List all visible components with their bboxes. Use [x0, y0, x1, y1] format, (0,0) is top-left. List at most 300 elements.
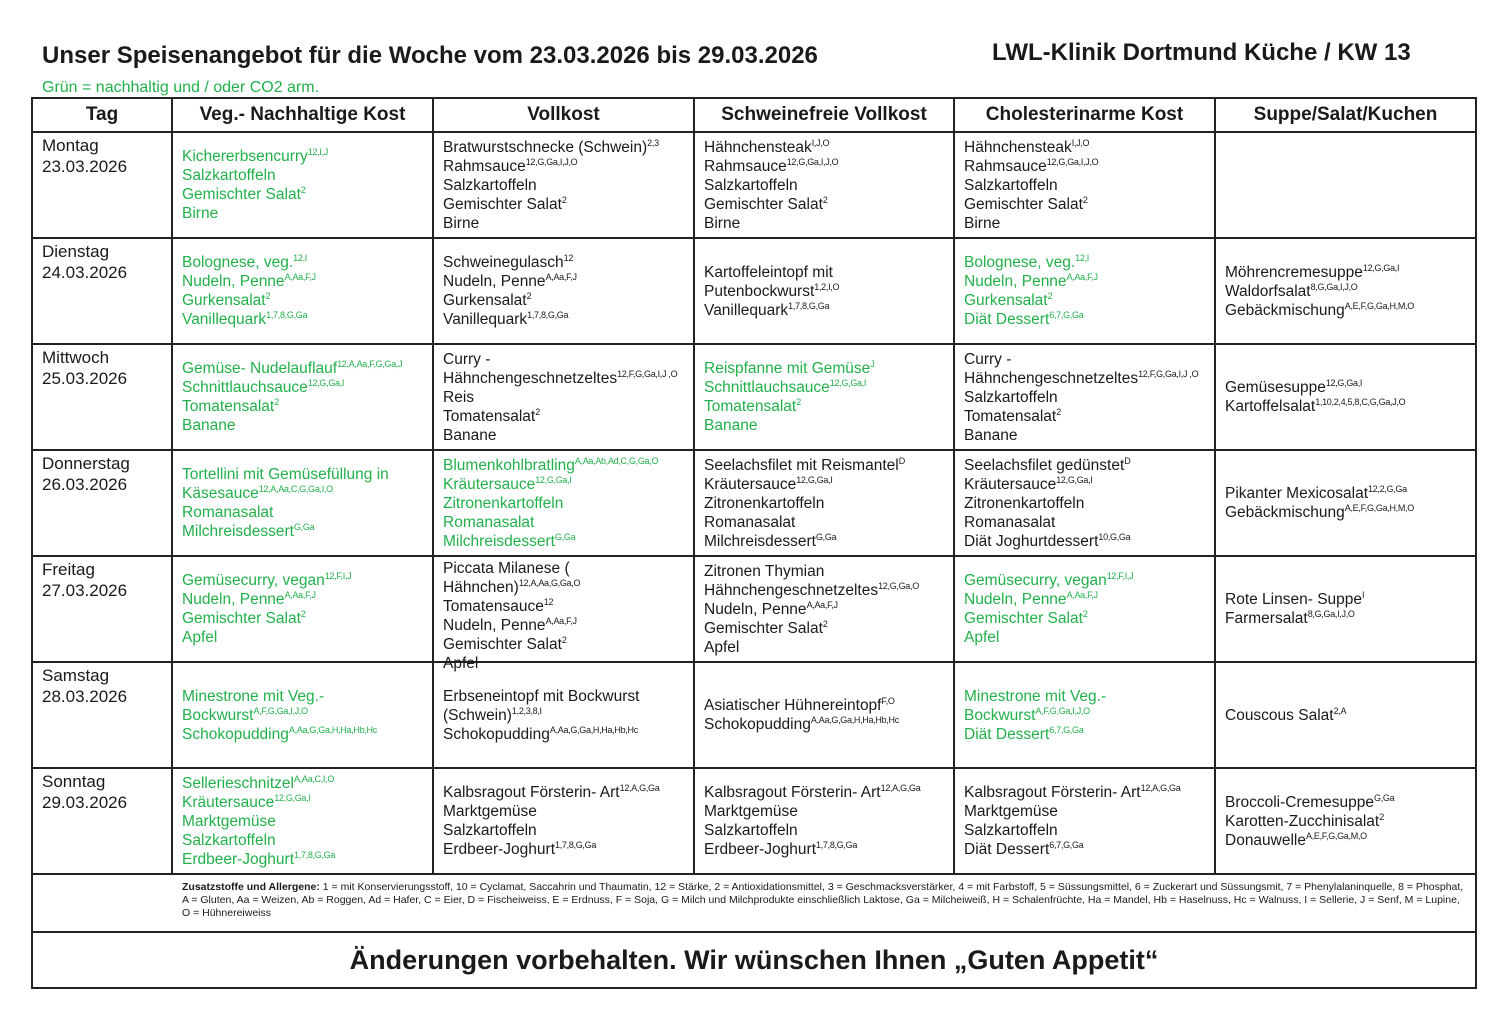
- menu-item-name: Birne: [443, 214, 480, 232]
- menu-item: [964, 195, 1208, 214]
- menu-item-name: Gemischter Salat: [182, 610, 301, 627]
- menu-item: [182, 706, 426, 725]
- allergen-codes: 12,A,G,Ga: [619, 783, 660, 793]
- menu-item: [1225, 484, 1469, 503]
- menu-item-name: Kalbsragout Försterin- Art: [443, 784, 620, 801]
- meal-cell-pork-free: [694, 344, 954, 450]
- menu-item-name: Vanillequark: [182, 311, 267, 328]
- allergen-codes: 8,G,Ga,I,J,O: [1310, 281, 1358, 292]
- menu-item-name: Diät Dessert: [964, 841, 1050, 858]
- menu-item-name: Gemischter Salat: [964, 610, 1083, 627]
- meal-cell-soup-salad-cake: [1215, 450, 1476, 556]
- menu-item: [443, 456, 687, 475]
- menu-item: [443, 783, 687, 802]
- menu-item-name: Schokopudding: [182, 725, 289, 743]
- day-date: 24.03.2026: [42, 263, 128, 282]
- menu-item-name: Erdbeer-Joghurt: [704, 841, 817, 858]
- allergen-codes: 2: [1056, 406, 1061, 417]
- allergen-codes: 12,2,G,Ga: [1368, 484, 1407, 494]
- allergen-codes: 12,A,Aa,G,Ga,O: [518, 578, 581, 588]
- meal-cell-low-cholesterol: [954, 662, 1215, 768]
- menu-item: [964, 725, 1208, 744]
- allergen-codes: 2: [526, 291, 532, 301]
- meal-cell-vegetarian: [172, 238, 433, 344]
- menu-item-name: Salzkartoffeln: [443, 176, 537, 194]
- color-legend: Grün = nachhaltig und / oder CO2 arm.: [42, 79, 320, 96]
- allergen-codes: 2: [274, 397, 279, 407]
- menu-item-name: Karotten-Zucchinisalat: [1225, 812, 1380, 830]
- column-header-pork-free: Schweinefreie Vollkost: [694, 98, 954, 132]
- menu-item: [443, 350, 687, 369]
- menu-item-name: Vanillequark: [704, 301, 789, 319]
- menu-item-name: Nudeln, Penne: [443, 617, 546, 634]
- menu-item-name: Tortellini mit Gemüsefüllung in: [182, 466, 389, 483]
- menu-item-name: Farmersalat: [1225, 610, 1308, 627]
- allergen-codes: 12,F,I,J: [324, 571, 352, 581]
- menu-item-name: Tomatensalat: [964, 407, 1057, 425]
- menu-item: [704, 301, 947, 320]
- menu-item: [1225, 301, 1469, 320]
- allergen-codes: 1,7,8,G,Ga: [788, 300, 830, 311]
- menu-item: [964, 571, 1208, 590]
- meal-cell-pork-free: [694, 132, 954, 238]
- menu-item: [964, 350, 1208, 369]
- menu-item: [1225, 812, 1469, 831]
- allergen-codes: D: [1124, 455, 1131, 466]
- menu-item-name: Marktgemüse: [704, 803, 798, 820]
- meal-cell-full-diet: [433, 662, 694, 768]
- menu-item: [704, 263, 947, 282]
- meal-cell-pork-free: [694, 662, 954, 768]
- menu-item: [443, 426, 687, 445]
- menu-item: [964, 494, 1208, 513]
- allergen-codes: 1,10,2,4,5,8,C,G,Ga,J,O: [1315, 397, 1406, 407]
- menu-item-name: Bolognese, veg.: [182, 254, 294, 271]
- allergen-codes: 12,G,Ga,I: [1056, 474, 1093, 485]
- menu-item: [443, 388, 687, 407]
- menu-item: [704, 783, 947, 802]
- column-header-full-diet: Vollkost: [433, 98, 694, 132]
- menu-item: [443, 176, 687, 195]
- menu-item: [704, 359, 947, 378]
- menu-item-name: Gemischter Salat: [443, 636, 562, 653]
- menu-item: [964, 802, 1208, 821]
- allergen-codes: A,E,F,G,Ga,H,M,O: [1344, 300, 1414, 311]
- allergen-codes: F,O: [881, 696, 895, 706]
- allergen-codes: G,Ga: [815, 531, 837, 542]
- allergen-codes: 12,G,Ga,I: [307, 378, 345, 388]
- menu-item: [964, 272, 1208, 291]
- meal-cell-low-cholesterol: [954, 344, 1215, 450]
- day-row: [32, 132, 1476, 238]
- day-name: Mittwoch: [42, 348, 110, 367]
- day-date: 26.03.2026: [42, 475, 128, 494]
- allergen-codes: 2: [300, 609, 306, 619]
- day-name: Montag: [42, 136, 99, 155]
- menu-item: [182, 310, 426, 329]
- menu-item-name: Gurkensalat: [964, 292, 1048, 309]
- allergen-codes: J: [870, 359, 875, 369]
- menu-item: [704, 397, 947, 416]
- meal-cell-full-diet: [433, 132, 694, 238]
- menu-item-name: Birne: [704, 214, 741, 232]
- allergen-codes: 2: [1082, 609, 1088, 619]
- menu-item: [443, 513, 687, 532]
- footer-message: Änderungen vorbehalten. Wir wünschen Ihnen „Guten Appetit“: [32, 932, 1476, 988]
- menu-item: [964, 407, 1208, 426]
- menu-item-name: Romanasalat: [443, 513, 535, 531]
- allergen-codes: 12,A,Aa,C,G,Ga,I,O: [258, 484, 333, 494]
- menu-item: [443, 253, 687, 272]
- menu-item-name: Birne: [964, 214, 1001, 232]
- menu-item: [704, 802, 947, 821]
- menu-item-name: (Schwein): [443, 706, 512, 724]
- footer-row: [32, 932, 1476, 988]
- allergen-codes: 12: [543, 597, 554, 607]
- allergen-codes: A,E,F,G,Ga,M,O: [1306, 830, 1367, 841]
- menu-item-name: Rote Linsen- Suppe: [1225, 591, 1363, 608]
- menu-item-name: Hähnchensteak: [964, 138, 1072, 156]
- day-cell: [32, 344, 172, 450]
- menu-item: [704, 214, 947, 233]
- menu-item: [704, 494, 947, 513]
- menu-item: [964, 513, 1208, 532]
- allergen-codes: 2: [535, 406, 540, 417]
- allergen-codes: 12,A,G,Ga: [1140, 783, 1181, 793]
- allergen-codes: 12,G,Ga,I,J,O: [525, 156, 578, 167]
- header-row: [32, 98, 1476, 132]
- menu-item: [1225, 263, 1469, 282]
- allergen-codes: 12,G,Ga,O: [878, 580, 919, 591]
- menu-item-name: Seelachsfilet mit Reismantel: [704, 456, 899, 474]
- menu-item: [443, 559, 687, 578]
- day-row: [32, 662, 1476, 768]
- menu-item-name: Bolognese, veg.: [964, 254, 1076, 271]
- allergen-codes: A,Aa,C,I,O: [294, 773, 335, 784]
- allergen-codes: 2: [561, 194, 567, 205]
- allergen-codes: I,J,O: [811, 137, 830, 148]
- allergen-codes: A,Aa,F,J: [806, 599, 838, 610]
- menu-item-name: Reis: [443, 388, 475, 406]
- menu-item-name: Schweinegulasch: [443, 254, 564, 271]
- meal-cell-vegetarian: [172, 344, 433, 450]
- allergen-codes: 1,7,8,G,Ga: [527, 310, 569, 320]
- allergen-codes: G,Ga: [293, 522, 315, 532]
- menu-item: [704, 513, 947, 532]
- menu-item-name: Gurkensalat: [182, 292, 266, 309]
- day-date: 27.03.2026: [42, 581, 128, 600]
- menu-item: [964, 532, 1208, 551]
- day-date: 25.03.2026: [42, 369, 128, 388]
- column-header-soup-salad-cake: Suppe/Salat/Kuchen: [1215, 98, 1476, 132]
- menu-item: [964, 821, 1208, 840]
- meal-cell-pork-free: [694, 556, 954, 662]
- menu-item: [704, 638, 947, 657]
- menu-item: [182, 291, 426, 310]
- meal-cell-soup-salad-cake: [1215, 556, 1476, 662]
- menu-item-name: Hähnchengeschnetzeltes: [443, 369, 618, 387]
- menu-item-name: Gebäckmischung: [1225, 504, 1345, 521]
- menu-item-name: Kräutersauce: [182, 793, 275, 811]
- meal-cell-full-diet: [433, 556, 694, 672]
- meal-cell-soup-salad-cake: [1215, 238, 1476, 344]
- allergen-codes: 6,7,G,Ga: [1049, 310, 1084, 320]
- menu-item: [182, 628, 426, 647]
- menu-item: [1225, 793, 1469, 812]
- meal-cell-full-diet: [433, 344, 694, 450]
- menu-item-name: Kräutersauce: [443, 475, 536, 493]
- allergen-codes: 2: [1047, 291, 1053, 301]
- menu-item-name: Asiatischer Hühnereintopf: [704, 697, 882, 714]
- menu-item: [704, 378, 947, 397]
- menu-item: [704, 821, 947, 840]
- allergen-codes: 12,I,J: [307, 147, 328, 157]
- allergen-codes: 1,7,8,G,Ga: [816, 840, 858, 850]
- menu-item: [182, 147, 426, 166]
- menu-item: [182, 272, 426, 291]
- allergen-codes: A,Aa,G,Ga,H,Ha,Hb,Hc: [288, 724, 377, 735]
- menu-item-name: Nudeln, Penne: [704, 600, 807, 618]
- allergen-codes: 1,2,3,8,I: [511, 705, 542, 716]
- meal-cell-vegetarian: [172, 132, 433, 238]
- menu-item: [182, 725, 426, 744]
- menu-item: [182, 774, 426, 793]
- menu-item-name: Marktgemüse: [964, 803, 1058, 820]
- day-row: [32, 238, 1476, 344]
- menu-item-name: Kartoffelsalat: [1225, 398, 1316, 415]
- menu-item-name: Banane: [964, 426, 1018, 444]
- allergen-text: 1 = mit Konservierungsstoff, 10 = Cyclamat, Saccahrin und Thaumatin, 12 = Stärke, 2 = Antioxidationsmittel, 3 = Geschmacksverstärker, 4 = mit Farbstoff, 5 = Süssungsmittel, 6 = Zuckerart und Süssungsmit, 7 = Phenylalaninquelle, 8 = Phosphat, A = Gluten, Aa = Weizen, Ab = Roggen, Ad = Hafer, C = Eier, D = Fischeiweiss, E = Erdnuss, F = Soja, G = Milch und Milchprodukte einschließlich Laktose, Ga = Milcheiweiß, H = Schalenfrüchte, Ha = Mandel, Hb = Haselnuss, Hc = Walnuss, I = Sellerie, J = Senf, M = Lupine, O = Hühnereiweiss: [182, 881, 1464, 919]
- meal-cell-vegetarian: [172, 662, 433, 768]
- allergen-codes: 2,A: [1333, 705, 1347, 716]
- menu-item: [704, 600, 947, 619]
- menu-item: [182, 484, 426, 503]
- meal-cell-vegetarian: [172, 556, 433, 662]
- menu-item: [704, 840, 947, 859]
- day-name: Freitag: [42, 560, 95, 579]
- allergen-codes: 12,G,Ga,I,J,O: [1046, 156, 1099, 167]
- menu-item-name: Hähnchengeschnetzeltes: [704, 581, 879, 599]
- allergen-codes: 2: [265, 291, 271, 301]
- menu-item-name: Piccata Milanese (: [443, 560, 570, 577]
- menu-item-name: Kalbsragout Försterin- Art: [704, 784, 881, 801]
- allergen-codes: I,J,O: [1071, 137, 1090, 148]
- menu-item-name: Tomatensalat: [704, 398, 797, 415]
- menu-item: [1225, 282, 1469, 301]
- menu-item: [964, 475, 1208, 494]
- menu-item: [704, 138, 947, 157]
- menu-item-name: Gemüsecurry, vegan: [182, 572, 325, 589]
- menu-item-name: Käsesauce: [182, 485, 259, 502]
- menu-item-name: Salzkartoffeln: [964, 388, 1058, 406]
- menu-item-name: Zitronen Thymian: [704, 562, 825, 580]
- menu-item: [443, 475, 687, 494]
- menu-item-name: Schokopudding: [443, 725, 550, 743]
- meal-cell-soup-salad-cake: [1215, 344, 1476, 450]
- allergen-codes: 12,A,Aa,F,G,Ga,J: [337, 359, 403, 369]
- menu-item: [704, 696, 947, 715]
- menu-item: [704, 581, 947, 600]
- menu-item-name: Gemüsesuppe: [1225, 379, 1326, 396]
- menu-item: [443, 635, 687, 654]
- day-row: [32, 768, 1476, 874]
- meal-cell-pork-free: [694, 768, 954, 874]
- menu-item-name: Zitronenkartoffeln: [964, 494, 1085, 512]
- allergen-codes: 1,7,8,G,Ga: [266, 310, 308, 320]
- menu-item: [1225, 706, 1469, 725]
- menu-item-name: Banane: [443, 426, 497, 444]
- menu-item: [964, 310, 1208, 329]
- allergen-codes: 1,2,I,O: [814, 281, 840, 292]
- allergen-cell: [172, 874, 1476, 932]
- menu-item-name: Romanasalat: [182, 504, 274, 521]
- allergen-codes: A,F,G,Ga,I,J,O: [1035, 705, 1090, 716]
- allergen-codes: 12,G,Ga,I: [829, 378, 867, 388]
- allergen-label: Zusatzstoffe und Allergene:: [182, 881, 320, 893]
- allergen-codes: A,Aa,F,J: [545, 616, 577, 626]
- menu-item: [182, 359, 426, 378]
- menu-table: [31, 97, 1477, 989]
- menu-item-name: Hähnchengeschnetzeltes: [964, 369, 1139, 387]
- day-name: Donnerstag: [42, 454, 130, 473]
- menu-item-name: Milchreisdessert: [182, 523, 294, 540]
- allergen-codes: A,Aa,F,J: [284, 590, 316, 600]
- allergen-codes: A,E,F,G,Ga,H,M,O: [1344, 503, 1414, 513]
- menu-item: [704, 532, 947, 551]
- allergen-codes: A,Aa,G,Ga,H,Ha,Hb,Hc: [810, 715, 899, 725]
- meal-cell-vegetarian: [172, 450, 433, 556]
- menu-item-name: Diät Dessert: [964, 311, 1050, 328]
- menu-item: [704, 562, 947, 581]
- menu-item: [443, 138, 687, 157]
- menu-item: [182, 397, 426, 416]
- meal-cell-low-cholesterol: [954, 768, 1215, 874]
- menu-item-name: Salzkartoffeln: [704, 822, 798, 839]
- menu-item: [964, 176, 1208, 195]
- menu-item: [443, 310, 687, 329]
- menu-item-name: Kichererbsencurry: [182, 148, 308, 165]
- menu-item: [964, 456, 1208, 475]
- allergen-codes: 12,G,Ga,I: [1362, 262, 1400, 273]
- menu-item: [964, 369, 1208, 388]
- menu-item: [443, 840, 687, 859]
- clinic-title: LWL-Klinik Dortmund Küche / KW 13: [992, 39, 1411, 66]
- allergen-codes: D: [898, 455, 905, 466]
- allergen-codes: 12,I: [293, 253, 307, 263]
- menu-item-name: Donauwelle: [1225, 831, 1306, 849]
- meal-cell-soup-salad-cake: [1215, 662, 1476, 768]
- day-date: 23.03.2026: [42, 157, 128, 176]
- menu-item: [182, 590, 426, 609]
- menu-item-name: Zitronenkartoffeln: [704, 494, 825, 512]
- menu-item-name: Kalbsragout Försterin- Art: [964, 784, 1141, 801]
- allergen-codes: 2,3: [647, 137, 659, 148]
- meal-cell-full-diet: [433, 768, 694, 874]
- menu-item-name: Hähnchensteak: [704, 138, 812, 156]
- menu-item: [964, 253, 1208, 272]
- menu-item: [182, 416, 426, 435]
- allergen-codes: 2: [1082, 194, 1088, 205]
- menu-item: [182, 812, 426, 831]
- menu-item-name: Sellerieschnitzel: [182, 774, 294, 792]
- menu-item-name: Reispfanne mit Gemüse: [704, 360, 871, 377]
- menu-item: [443, 532, 687, 551]
- allergen-codes: A,F,G,Ga,I,J,O: [253, 705, 308, 716]
- meal-cell-soup-salad-cake: [1215, 132, 1476, 238]
- menu-item: [704, 157, 947, 176]
- menu-item: [182, 831, 426, 850]
- menu-item: [964, 590, 1208, 609]
- menu-item: [1225, 397, 1469, 416]
- menu-item-name: Tomatensalat: [443, 407, 536, 425]
- menu-item-name: Couscous Salat: [1225, 706, 1334, 724]
- day-row: [32, 344, 1476, 450]
- day-cell: [32, 238, 172, 344]
- meal-cell-pork-free: [694, 450, 954, 556]
- menu-item-name: Broccoli-Cremesuppe: [1225, 793, 1375, 811]
- menu-item-name: Curry -: [964, 350, 1012, 368]
- menu-item: [964, 628, 1208, 647]
- menu-item-name: Bratwurstschnecke (Schwein): [443, 138, 648, 156]
- menu-item: [182, 687, 426, 706]
- allergen-codes: 1,7,8,G,Ga: [555, 840, 597, 850]
- menu-item-name: Romanasalat: [964, 513, 1056, 531]
- allergen-codes: 6,7,G,Ga: [1049, 724, 1084, 735]
- allergen-codes: 12,G,Ga,I: [535, 474, 572, 485]
- day-cell: [32, 556, 172, 662]
- menu-item: [443, 802, 687, 821]
- menu-item-name: Erdbeer-Joghurt: [182, 850, 295, 868]
- day-cell: [32, 768, 172, 874]
- menu-item: [964, 706, 1208, 725]
- allergen-codes: I: [1362, 590, 1365, 600]
- menu-item: [443, 195, 687, 214]
- allergen-codes: G,Ga: [1374, 792, 1395, 803]
- allergen-codes: 2: [796, 397, 801, 407]
- menu-item-name: Kartoffeleintopf mit: [704, 263, 833, 281]
- allergen-codes: 12,F,I,J: [1106, 571, 1134, 581]
- menu-item-name: Salzkartoffeln: [443, 822, 537, 839]
- menu-item: [182, 793, 426, 812]
- menu-item-name: Gurkensalat: [443, 292, 527, 309]
- menu-item-name: Diät Dessert: [964, 725, 1050, 743]
- page-title: Unser Speisenangebot für die Woche vom 23.03.2026 bis 29.03.2026: [42, 42, 818, 69]
- menu-item: [1225, 609, 1469, 628]
- menu-item: [704, 619, 947, 638]
- meal-cell-low-cholesterol: [954, 238, 1215, 344]
- menu-item: [182, 522, 426, 541]
- menu-item-name: Schnittlauchsauce: [704, 379, 830, 396]
- menu-item-name: Marktgemüse: [443, 803, 537, 820]
- day-cell: [32, 662, 172, 768]
- menu-item: [704, 282, 947, 301]
- menu-item-name: Milchreisdessert: [443, 532, 555, 550]
- allergen-spacer: [32, 874, 172, 932]
- menu-item-name: Waldorfsalat: [1225, 282, 1311, 300]
- menu-item: [443, 369, 687, 388]
- meal-cell-low-cholesterol: [954, 450, 1215, 556]
- menu-body: [32, 132, 1476, 874]
- day-date: 28.03.2026: [42, 687, 128, 706]
- meal-cell-full-diet: [433, 238, 694, 344]
- menu-item: [704, 416, 947, 435]
- menu-item-name: Rahmsauce: [964, 157, 1047, 175]
- menu-item: [1225, 831, 1469, 850]
- menu-item: [704, 176, 947, 195]
- menu-item-name: Hähnchen): [443, 579, 519, 596]
- menu-item-name: Minestrone mit Veg.-: [182, 687, 325, 705]
- menu-item-name: Nudeln, Penne: [182, 273, 285, 290]
